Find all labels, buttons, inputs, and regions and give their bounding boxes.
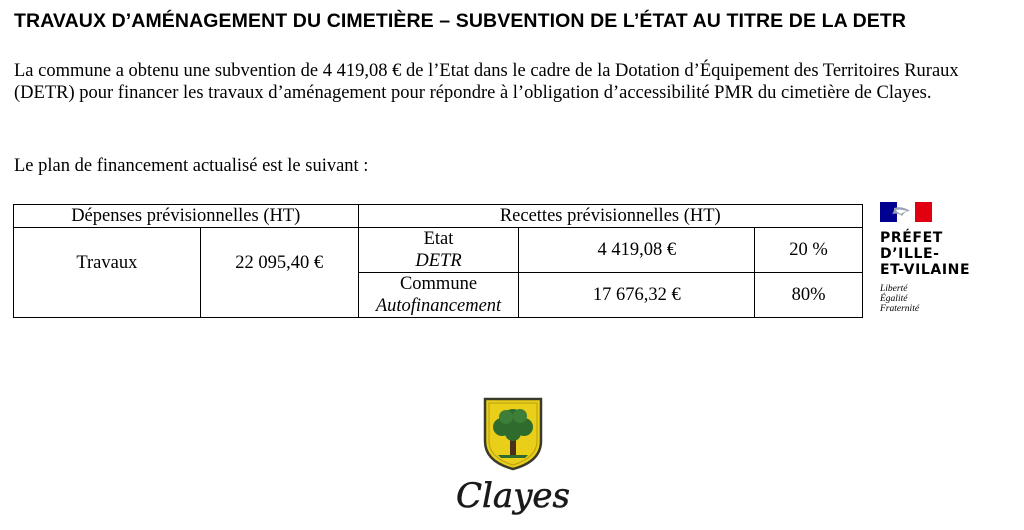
depense-amount-cell: 22 095,40 € [200,228,358,318]
header-recettes: Recettes prévisionnelles (HT) [358,205,862,228]
prefet-name [880,230,1000,278]
depense-label-cell: Travaux [14,228,201,318]
motto-line: Liberté [880,284,908,294]
recette-source-cell [358,228,519,273]
document-title: TRAVAUX D’AMÉNAGEMENT DU CIMETIÈRE – SUBVENTION DE L’ÉTAT AU TITRE DE LA DETR [14,10,907,32]
table-row [14,228,863,273]
table-header-row [14,205,863,228]
prefet-name-line: D’ILLE- [880,246,940,262]
recette-source: Commune [399,274,478,294]
prefet-name-line: PRÉFET [880,230,943,246]
republic-motto [880,284,1000,314]
recette-percent-cell: 20 % [755,228,863,273]
motto-line: Fraternité [880,304,920,314]
recette-type: DETR [415,251,462,271]
recette-amount-cell: 17 676,32 € [519,273,755,318]
recette-type: Autofinancement [375,296,502,316]
marianne-flag-icon [880,202,932,222]
clayes-logo [448,395,578,525]
header-depenses: Dépenses prévisionnelles (HT) [14,205,359,228]
recette-source: Etat [423,229,454,249]
recette-source-cell [358,273,519,318]
prefet-name-line: ET-VILAINE [880,262,971,278]
motto-line: Égalité [880,294,908,304]
financing-plan-intro: Le plan de financement actualisé est le suivant : [14,156,369,176]
recette-amount-cell: 4 419,08 € [519,228,755,273]
recette-percent-cell: 80% [755,273,863,318]
clayes-wordmark: Clayes [456,476,570,516]
financing-table [13,204,863,318]
prefet-logo [880,202,1000,314]
intro-paragraph: La commune a obtenu une subvention de 4 419,08 € de l’Etat dans le cadre de la Dotation d’Équipement des Territoires Ruraux (DETR) pour financer les travaux d’aménagement pour répondre à l’obligation d’accessibilité PMR du cimetière de Clayes. [14,61,959,103]
